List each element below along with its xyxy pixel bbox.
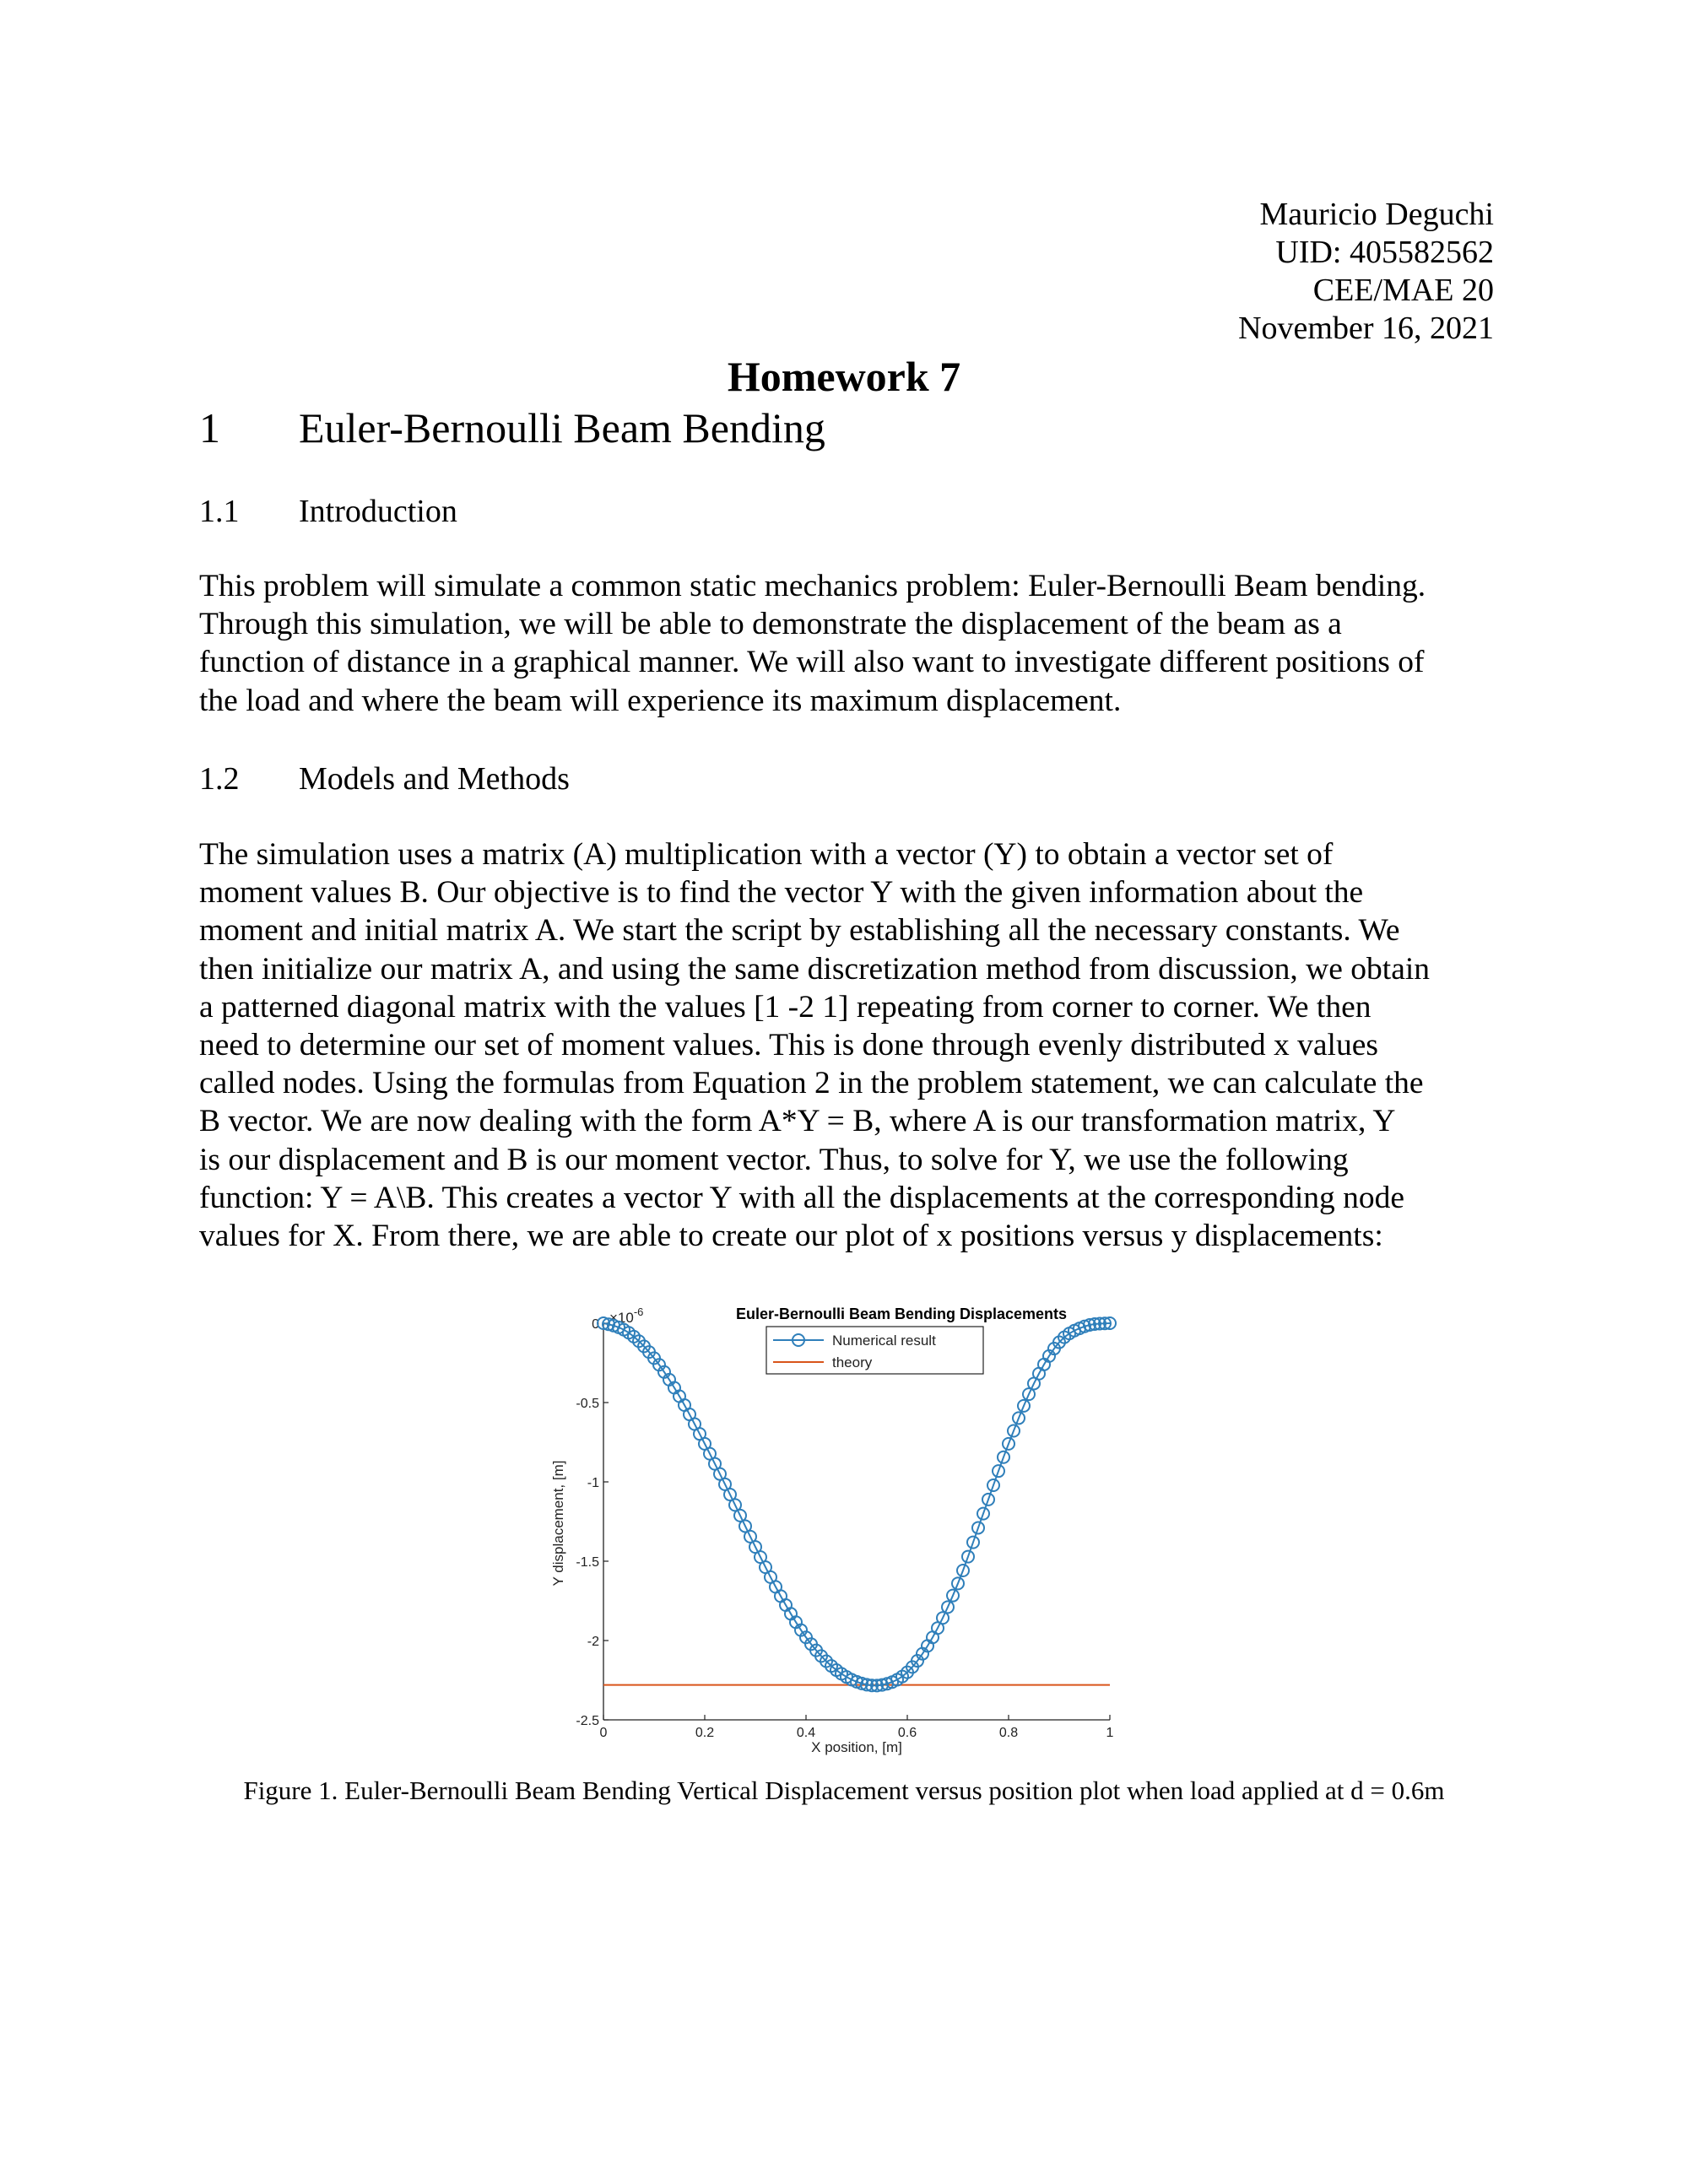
y-exponent-base: ×10 <box>609 1310 634 1326</box>
paragraph-line: moment and initial matrix A. We start the script by establishing all the necessary constants. We <box>199 913 1400 949</box>
models-methods-paragraph <box>199 835 1499 1255</box>
subsection-title: Models and Methods <box>299 761 570 797</box>
x-axis-label: X position, [m] <box>811 1739 902 1755</box>
subsection-heading-introduction <box>199 492 457 531</box>
course-code: CEE/MAE 20 <box>1312 273 1494 308</box>
y-tick-label: -1.5 <box>576 1555 599 1570</box>
submission-date: November 16, 2021 <box>1238 311 1494 346</box>
y-tick-label: -2 <box>587 1635 599 1649</box>
paragraph-line: values for X. From there, we are able to create our plot of x positions versus y displacements: <box>199 1219 1383 1254</box>
paragraph-line: This problem will simulate a common static mechanics problem: Euler-Bernoulli Beam bending. <box>199 569 1426 603</box>
chart-title: Euler-Bernoulli Beam Bending Displacements <box>735 1306 1068 1322</box>
paragraph-line: need to determine our set of moment values. This is done through evenly distributed x values <box>199 1028 1378 1063</box>
subsection-number: 1.1 <box>199 494 240 529</box>
x-tick-label: 0.8 <box>998 1726 1019 1740</box>
section-heading <box>199 403 825 453</box>
legend-label-numerical: Numerical result <box>832 1333 936 1349</box>
y-tick-label: -0.5 <box>576 1397 599 1411</box>
legend-label-theory: theory <box>832 1354 873 1370</box>
x-tick-label: 0 <box>599 1726 608 1740</box>
introduction-paragraph <box>199 567 1499 720</box>
paragraph-line: called nodes. Using the formulas from Equation 2 in the problem statement, we can calculate the <box>199 1066 1424 1101</box>
displacement-chart <box>540 1300 1131 1755</box>
paragraph-line: function: Y = A\B. This creates a vector Y with all the displacements at the corresponding node <box>199 1180 1405 1215</box>
x-tick-label: 0.2 <box>695 1726 715 1740</box>
figure-caption: Figure 1. Euler-Bernoulli Beam Bending Vertical Displacement versus position plot when load applied at d = 0.6m <box>243 1776 1445 1805</box>
paragraph-line: The simulation uses a matrix (A) multiplication with a vector (Y) to obtain a vector set of <box>199 837 1334 872</box>
author-info-block <box>1238 196 1494 348</box>
student-uid: UID: 405582562 <box>1275 235 1494 270</box>
x-tick-label: 1 <box>1106 1726 1114 1740</box>
figure-beam-displacement <box>540 1300 1131 1755</box>
subsection-heading-models-methods <box>199 760 570 798</box>
paragraph-line: a patterned diagonal matrix with the values [1 -2 1] repeating from corner to corner. We then <box>199 989 1372 1024</box>
paragraph-line: moment values B. Our objective is to find the vector Y with the given information about the <box>199 875 1364 911</box>
subsection-number: 1.2 <box>199 761 240 797</box>
y-tick-label: -1 <box>587 1476 599 1490</box>
x-tick-label: 0.6 <box>897 1726 917 1740</box>
y-tick-label: -2.5 <box>576 1714 599 1728</box>
document-title: Homework 7 <box>727 353 961 400</box>
paragraph-line: then initialize our matrix A, and using the same discretization method from discussion, we obtain <box>199 951 1431 987</box>
paragraph-line: is our displacement and B is our moment vector. Thus, to solve for Y, we use the following <box>199 1142 1349 1177</box>
y-axis-label: Y displacement, [m] <box>550 1460 566 1587</box>
y-exponent-power: -6 <box>633 1306 644 1318</box>
chart-legend <box>766 1327 983 1374</box>
paragraph-line: function of distance in a graphical manner. We will also want to investigate different positions of <box>199 645 1425 680</box>
subsection-title: Introduction <box>299 494 457 529</box>
section-title: Euler-Bernoulli Beam Bending <box>299 404 825 451</box>
x-tick-label: 0.4 <box>796 1726 816 1740</box>
section-number: 1 <box>199 404 220 451</box>
paragraph-line: the load and where the beam will experience its maximum displacement. <box>199 683 1122 718</box>
author-name: Mauricio Deguchi <box>1259 197 1494 232</box>
paragraph-line: Through this simulation, we will be able to demonstrate the displacement of the beam as a <box>199 607 1342 642</box>
y-tick-label: 0 <box>592 1317 599 1332</box>
paragraph-line: B vector. We are now dealing with the form A*Y = B, where A is our transformation matrix, Y <box>199 1104 1396 1139</box>
